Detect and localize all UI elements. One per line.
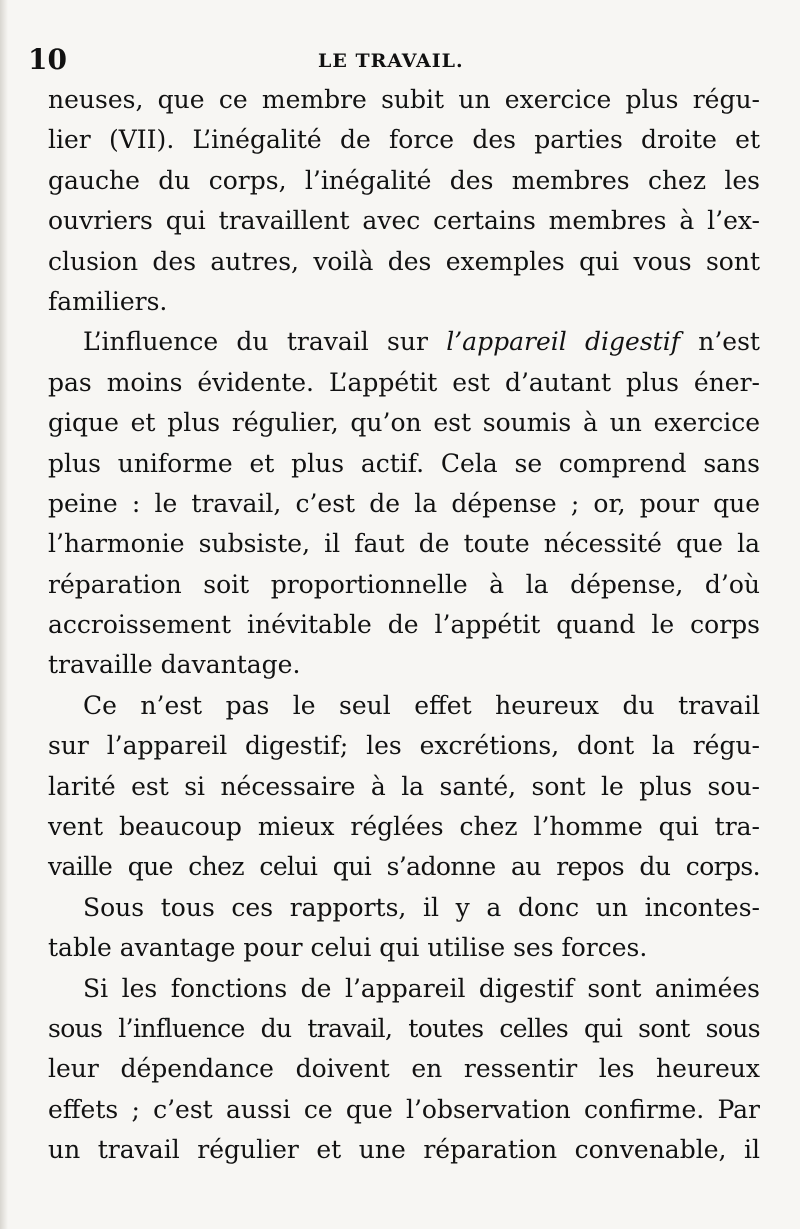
text-line: sur l’appareil digestif; les excrétions, dont la régu- bbox=[48, 731, 760, 761]
text-line: larité est si nécessaire à la santé, sont le plus sou- bbox=[48, 771, 760, 801]
text-line: accroissement inévitable de l’appétit quand le corps bbox=[48, 610, 760, 640]
text-line: un travail régulier et une réparation convenable, il bbox=[48, 1135, 760, 1165]
running-title: LE TRAVAIL. bbox=[318, 50, 464, 72]
text-line: travaille davantage. bbox=[48, 650, 301, 680]
text-line: Ce n’est pas le seul effet heureux du travail bbox=[83, 690, 760, 720]
page-header bbox=[28, 40, 768, 80]
text-line: plus uniforme et plus actif. Cela se comprend sans bbox=[48, 448, 760, 478]
text-line: Si les fonctions de l’appareil digestif sont animées bbox=[83, 973, 760, 1003]
text-line: effets ; c’est aussi ce que l’observation confirme. Par bbox=[48, 1094, 760, 1124]
text-line: gauche du corps, l’inégalité des membres chez les bbox=[48, 165, 760, 195]
text-line: peine : le travail, c’est de la dépense ; or, pour que bbox=[48, 488, 760, 518]
text-line: vaille que chez celui qui s’adonne au repos du corps. bbox=[48, 852, 760, 882]
italic-term: l’appareil digestif bbox=[446, 327, 680, 357]
text-line: neuses, que ce membre subit un exercice plus régu- bbox=[48, 85, 760, 114]
text-line: pas moins évidente. L’appétit est d’autant plus éner- bbox=[48, 367, 760, 397]
text-segment: n’est bbox=[679, 327, 760, 357]
text-line: gique et plus régulier, qu’on est soumis à un exercice bbox=[48, 408, 760, 438]
text-line: ouvriers qui travaillent avec certains membres à l’ex- bbox=[48, 206, 760, 236]
text-line-with-italic bbox=[48, 322, 760, 362]
text-line: l’harmonie subsiste, il faut de toute nécessité que la bbox=[48, 529, 760, 559]
body-text bbox=[48, 80, 760, 1171]
text-line: Sous tous ces rapports, il y a donc un incontes- bbox=[83, 892, 760, 922]
text-line: vent beaucoup mieux réglées chez l’homme qui tra- bbox=[48, 812, 760, 842]
page-number: 10 bbox=[28, 43, 67, 76]
text-line: familiers. bbox=[48, 286, 168, 316]
text-line: réparation soit proportionnelle à la dépense, d’où bbox=[48, 569, 760, 599]
text-line: table avantage pour celui qui utilise ses forces. bbox=[48, 933, 648, 963]
page-edge-shadow bbox=[0, 0, 8, 1229]
text-line: sous l’influence du travail, toutes celles qui sont sous bbox=[48, 1013, 760, 1043]
text-line: lier (VII). L’inégalité de force des parties droite et bbox=[48, 125, 760, 155]
text-line: leur dépendance doivent en ressentir les heureux bbox=[48, 1054, 760, 1084]
text-segment: L’influence du travail sur bbox=[83, 327, 447, 357]
text-line: clusion des autres, voilà des exemples qui vous sont bbox=[48, 246, 760, 276]
